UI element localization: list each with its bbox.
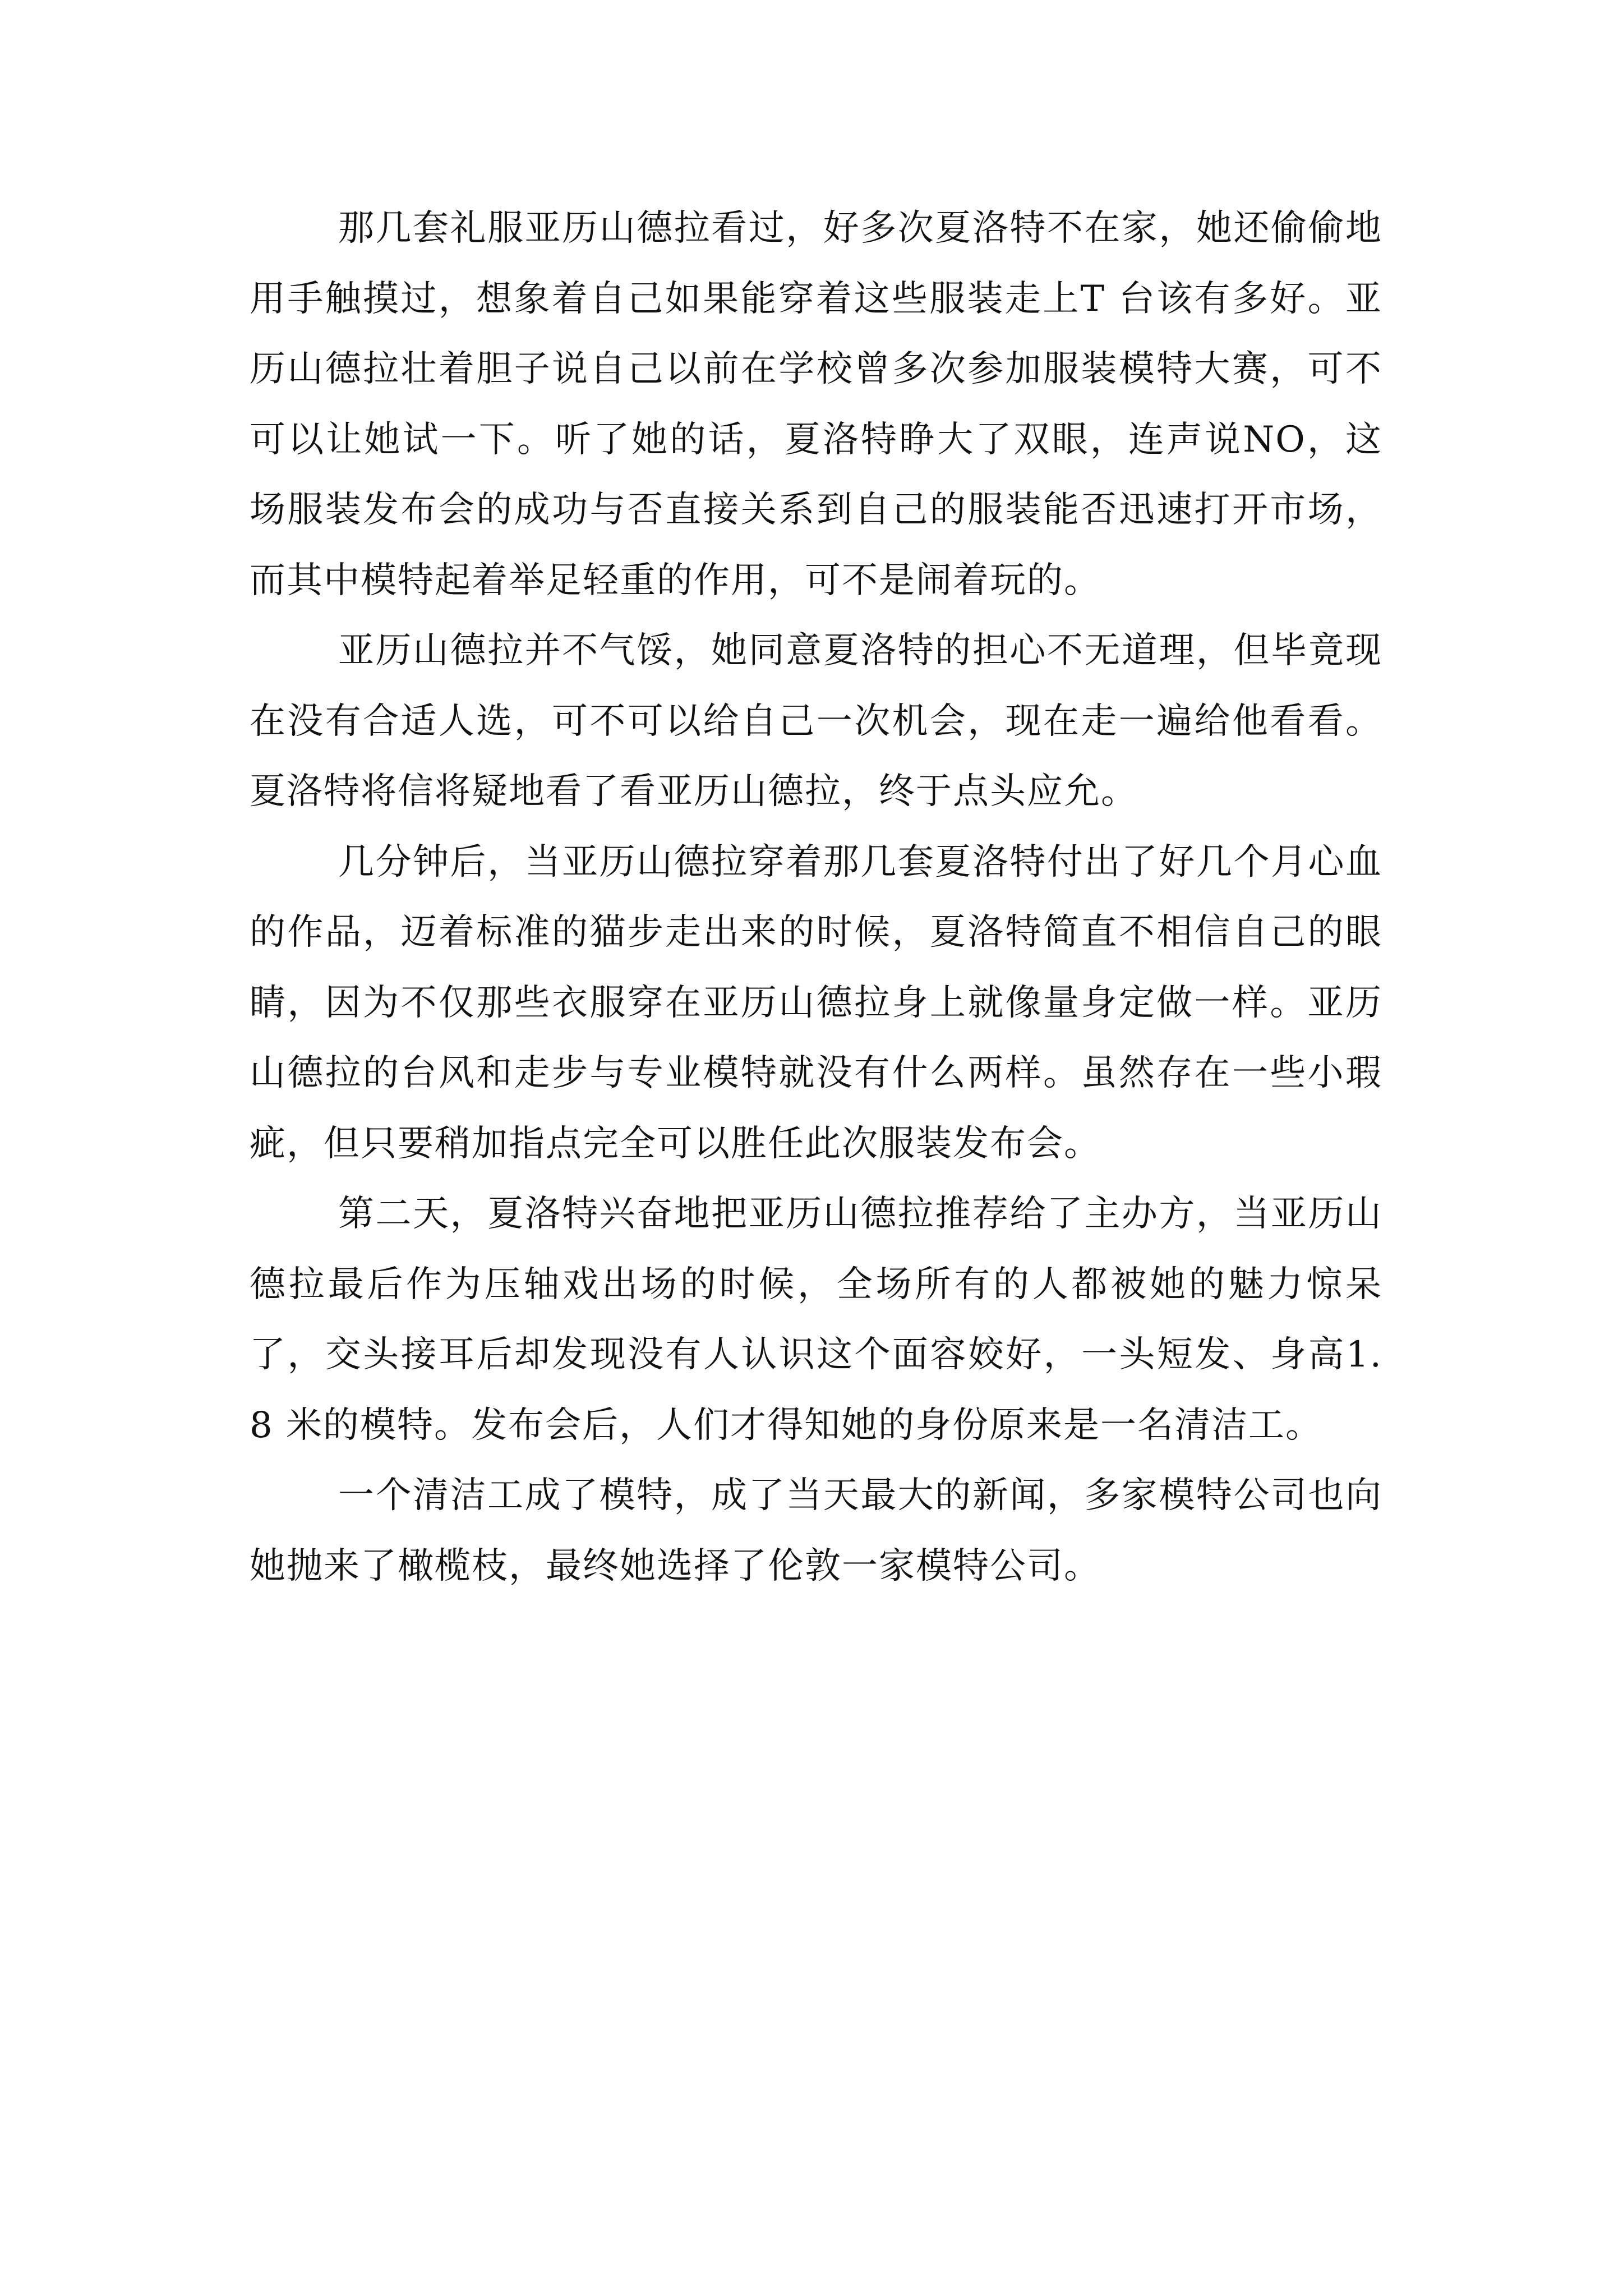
paragraph-4: 第二天，夏洛特兴奋地把亚历山德拉推荐给了主办方，当亚历山德拉最后作为压轴戏出场的时候，全场所有的人都被她的魅力惊呆了，交头接耳后却发现没有人认识这个面容姣好，一头短发、身高1.8 米的模特。发布会后，人们才得知她的身份原来是一名清洁工。 [250,1193,1382,1446]
paragraph-5: 一个清洁工成了模特，成了当天最大的新闻，多家模特公司也向她抛来了橄榄枝，最终她选择了伦敦一家模特公司。 [250,1475,1382,1587]
paragraph-2: 亚历山德拉并不气馁，她同意夏洛特的担心不无道理，但毕竟现在没有合适人选，可不可以给自己一次机会，现在走一遍给他看看。夏洛特将信将疑地看了看亚历山德拉，终于点头应允。 [250,630,1382,812]
article-body [250,194,1382,1602]
paragraph-1: 那几套礼服亚历山德拉看过，好多次夏洛特不在家，她还偷偷地用手触摸过，想象着自己如果能穿着这些服装走上T 台该有多好。亚历山德拉壮着胆子说自己以前在学校曾多次参加服装模特大赛，可不可以让她试一下。听了她的话，夏洛特睁大了双眼，连声说NO，这场服装发布会的成功与否直接关系到自己的服装能否迅速打开市场，而其中模特起着举足轻重的作用，可不是闹着玩的。 [250,208,1382,601]
paragraph-3: 几分钟后，当亚历山德拉穿着那几套夏洛特付出了好几个月心血的作品，迈着标准的猫步走出来的时候，夏洛特简直不相信自己的眼睛，因为不仅那些衣服穿在亚历山德拉身上就像量身定做一样。亚历山德拉的台风和走步与专业模特就没有什么两样。虽然存在一些小瑕疵，但只要稍加指点完全可以胜任此次服装发布会。 [250,841,1382,1165]
